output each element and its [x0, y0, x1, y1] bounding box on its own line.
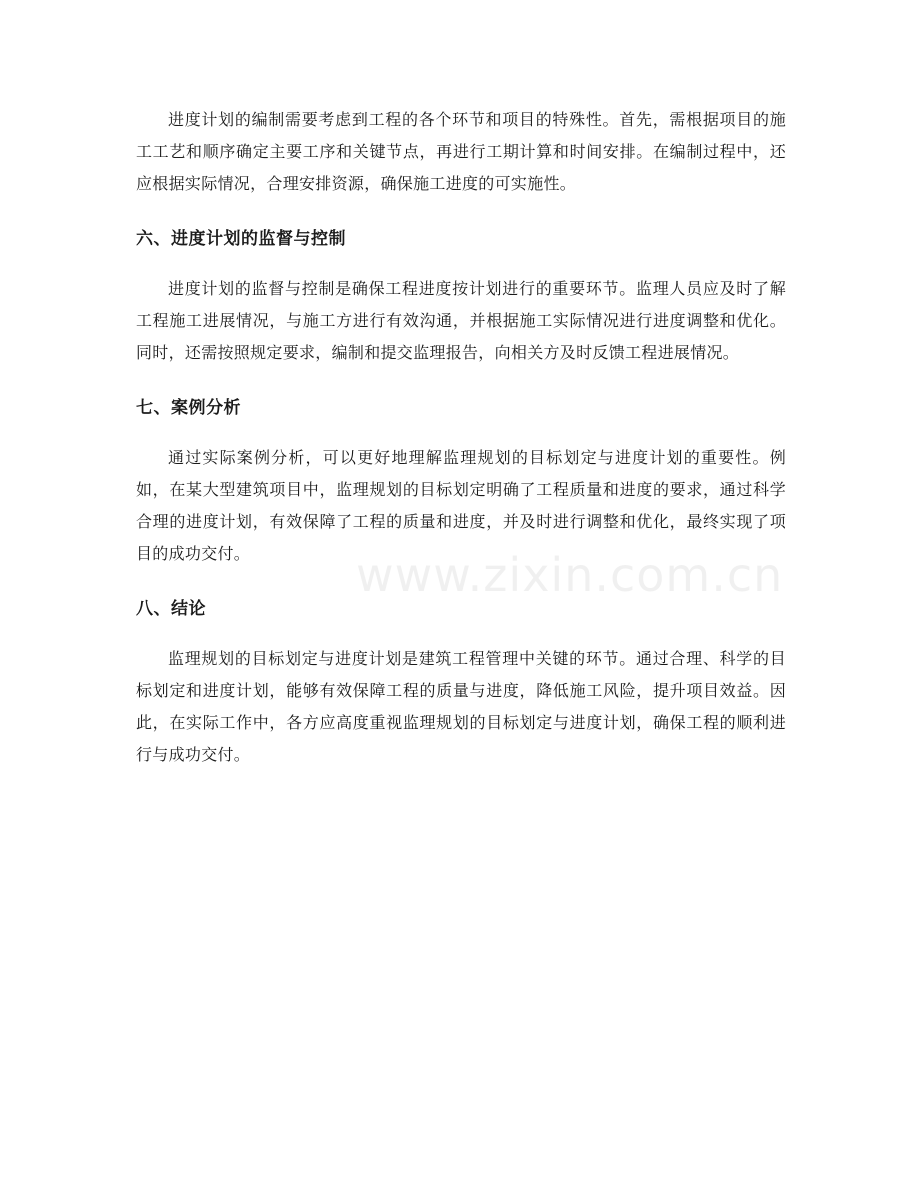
- section-seven-heading: 七、案例分析: [136, 398, 241, 418]
- intro-paragraph: 进度计划的编制需要考虑到工程的各个环节和项目的特殊性。首先，需根据项目的施工工艺和顺序确定主要工序和关键节点，再进行工期计算和时间安排。在编制过程中，还应根据实际情况，合理安排资源，确保施工进度的可实施性。: [136, 110, 786, 193]
- section-six-paragraph: 进度计划的监督与控制是确保工程进度按计划进行的重要环节。监理人员应及时了解工程施工进展情况，与施工方进行有效沟通，并根据施工实际情况进行进度调整和优化。同时，还需按照规定要求，编制和提交监理报告，向相关方及时反馈工程进展情况。: [136, 279, 786, 362]
- section-eight-heading: 八、结论: [136, 599, 206, 619]
- watermark: www.zixin.com.cn: [356, 548, 784, 602]
- section-seven-paragraph: 通过实际案例分析，可以更好地理解监理规划的目标划定与进度计划的重要性。例如，在某大型建筑项目中，监理规划的目标划定明确了工程质量和进度的要求，通过科学合理的进度计划，有效保障了工程的质量和进度，并及时进行调整和优化，最终实现了项目的成功交付。: [136, 448, 786, 563]
- document-body: [136, 104, 786, 771]
- section-eight-paragraph: 监理规划的目标划定与进度计划是建筑工程管理中关键的环节。通过合理、科学的目标划定和进度计划，能够有效保障工程的质量与进度，降低施工风险，提升项目效益。因此，在实际工作中，各方应高度重视监理规划的目标划定与进度计划，确保工程的顺利进行与成功交付。: [136, 649, 786, 764]
- section-six-heading: 六、进度计划的监督与控制: [136, 229, 346, 249]
